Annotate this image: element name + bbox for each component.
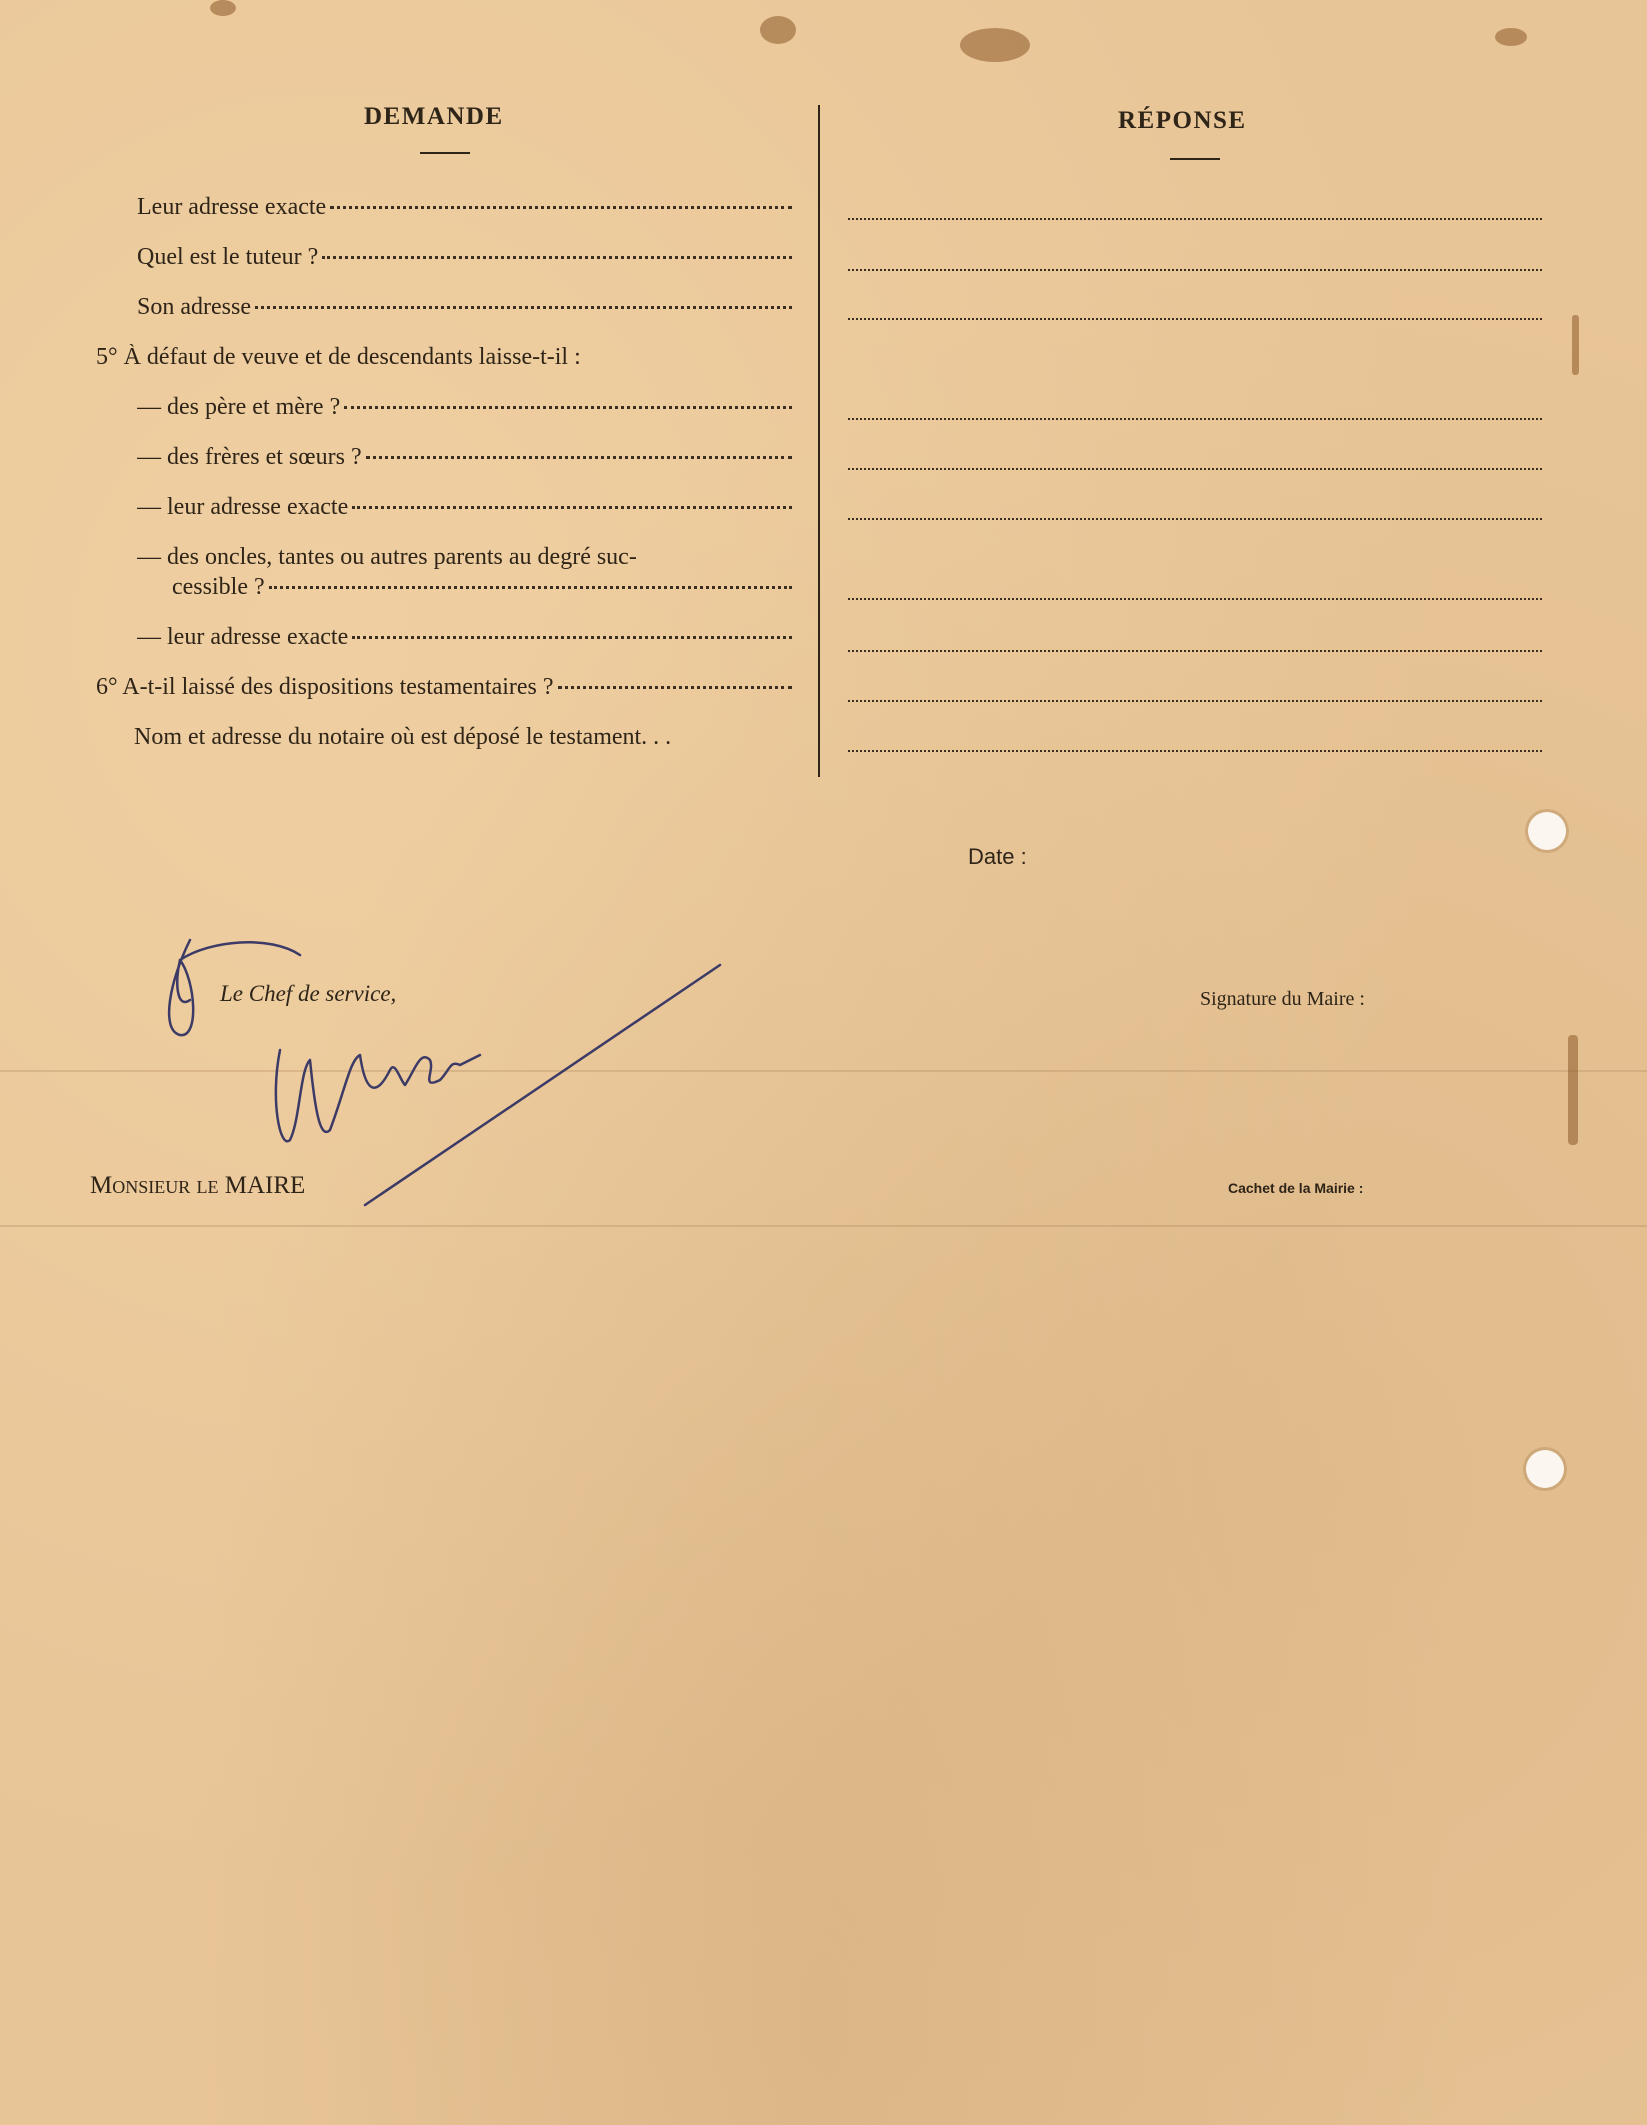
question-oncles-tantes: — des oncles, tantes ou autres parents au degré suc- [137, 544, 637, 570]
question-pere-mere: — des père et mère ? [137, 394, 792, 421]
fold-line [0, 1225, 1647, 1227]
dot-leader [269, 586, 792, 589]
question-6-testament: 6° A-t-il laissé des dispositions testamentaires ? [96, 674, 792, 701]
question-freres-soeurs: — des frères et sœurs ? [137, 444, 792, 471]
answer-line[interactable] [848, 269, 1542, 271]
question-leur-adresse-1: — leur adresse exacte [137, 494, 792, 521]
dot-leader [352, 636, 792, 639]
cachet-mairie-label: Cachet de la Mairie : [1228, 1180, 1364, 1196]
stain [960, 28, 1030, 62]
answer-line[interactable] [848, 700, 1542, 702]
question-leur-adresse-2: — leur adresse exacte [137, 624, 792, 651]
stain [1572, 315, 1579, 375]
reponse-title-underline [1170, 158, 1220, 160]
dot-leader [352, 506, 792, 509]
answer-line[interactable] [848, 468, 1542, 470]
answer-line[interactable] [848, 218, 1542, 220]
demande-title-underline [420, 152, 470, 154]
demande-title: DEMANDE [364, 103, 504, 130]
stain [210, 0, 236, 16]
monsieur-le-maire-label: Monsieur le MAIRE [90, 1172, 306, 1199]
answer-line[interactable] [848, 650, 1542, 652]
question-5-heading: 5° À défaut de veuve et de descendants laisse-t-il : [96, 344, 581, 370]
column-divider [818, 105, 820, 777]
handwritten-signature [150, 920, 740, 1220]
answer-line[interactable] [848, 318, 1542, 320]
question-notaire: Nom et adresse du notaire où est déposé le testament. . . [134, 724, 672, 750]
punch-hole [1526, 1450, 1564, 1488]
dot-leader [558, 686, 792, 689]
punch-hole [1528, 812, 1566, 850]
question-oncles-tantes-cont: cessible ? [172, 574, 792, 601]
chef-de-service-label: Le Chef de service, [220, 981, 397, 1006]
dot-leader [330, 206, 792, 209]
question-adresse-exacte: Leur adresse exacte [137, 194, 792, 221]
date-label: Date : [968, 844, 1027, 869]
dot-leader [344, 406, 792, 409]
dot-leader [322, 256, 792, 259]
signature-maire-label: Signature du Maire : [1200, 988, 1365, 1010]
dot-leader [366, 456, 792, 459]
stain [760, 16, 796, 44]
reponse-title: RÉPONSE [1118, 107, 1247, 134]
question-tuteur: Quel est le tuteur ? [137, 244, 792, 271]
dot-leader [255, 306, 792, 309]
answer-line[interactable] [848, 750, 1542, 752]
stain [1568, 1035, 1578, 1145]
question-son-adresse: Son adresse [137, 294, 792, 321]
answer-line[interactable] [848, 418, 1542, 420]
answer-line[interactable] [848, 518, 1542, 520]
stain [1495, 28, 1527, 46]
answer-line[interactable] [848, 598, 1542, 600]
